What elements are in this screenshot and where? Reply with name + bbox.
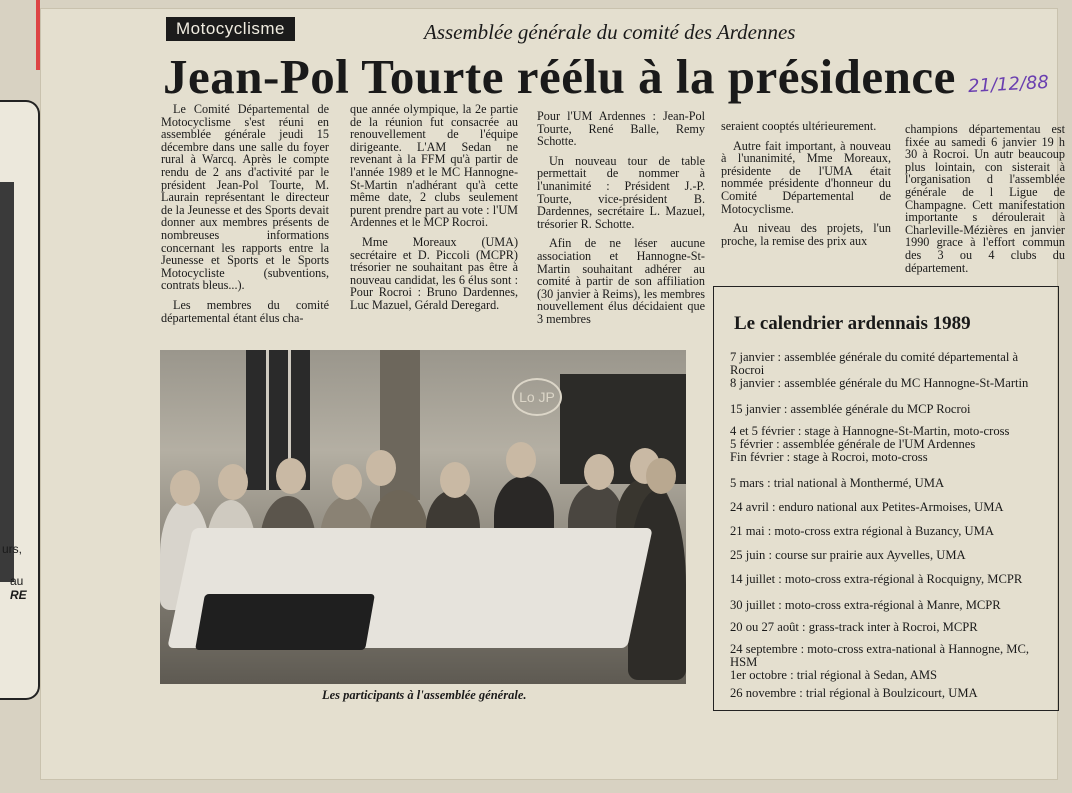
- article-headline: Jean-Pol Tourte réélu à la présidence: [163, 49, 956, 104]
- calendar-event: Fin février : stage à Rocroi, moto-cross: [730, 450, 928, 464]
- paragraph: Le Comité Départemental de Motocyclisme s'est réuni en assemblée générale jeudi 15 décembre dans une salle du foyer rural à Warcq. Après le compte rendu de 2 ans d'activité par le président Jean-Pol Tourte, M. Laurain représentant le directeur de la Jeunesse et des Sports devait donner aux membres présents de nombreuses informations concernant les rapports entre la Jeunesse et Sports et le Sports Motocycliste (subventions, contrats bleus...).: [161, 102, 329, 293]
- paragraph: Pour l'UM Ardennes : Jean-Pol Tourte, René Balle, Remy Schotte.: [537, 109, 705, 149]
- paragraph: seraient cooptés ultérieurement.: [721, 119, 877, 133]
- calendar-event: 15 janvier : assemblée générale du MCP Rocroi: [730, 402, 971, 416]
- section-kicker: Motocyclisme: [166, 17, 295, 41]
- paragraph: Mme Moreaux (UMA) secrétaire et D. Piccoli (MCPR) trésorier ne souhaitant pas être à nouveau candidat, les 6 élus sont : Pour Rocroi : Bruno Dardennes, Luc Mazuel, Gérald Deregard.: [350, 234, 518, 312]
- paragraph: Au niveau des projets, l'un proche, la remise des prix aux: [721, 221, 891, 248]
- dark-edge: [0, 182, 14, 582]
- calendar-event: 5 février : assemblée générale de l'UM Ardennes: [730, 437, 976, 451]
- paragraph: Un nouveau tour de table permettait de nommer à l'unanimité : Président J.-P. Tourte, vice-président B. Dardennes, secrétaire L. Mazuel, trésorier R. Schotte.: [537, 153, 705, 231]
- adjacent-clipping-fragment: [0, 100, 40, 700]
- calendar-event: 1er octobre : trial régional à Sedan, AMS: [730, 668, 938, 682]
- handwritten-date: 21/12/88: [967, 71, 1050, 98]
- article-column-1: [161, 103, 329, 331]
- meeting-photo: [160, 350, 686, 684]
- photo-briefcase: [195, 594, 375, 650]
- calendar-title: Le calendrier ardennais 1989: [734, 313, 971, 334]
- calendar-event: 8 janvier : assemblée générale du MC Hannogne-St-Martin: [730, 376, 1029, 390]
- fragment-text: au: [10, 574, 24, 588]
- calendar-event: 5 mars : trial national à Monthermé, UMA: [730, 476, 945, 490]
- calendar-event: 4 et 5 février : stage à Hannogne-St-Martin, moto-cross: [730, 424, 1010, 438]
- photo-wall-logo: Lo JP: [512, 378, 562, 416]
- paragraph: Les membres du comité départemental étant élus cha-: [161, 297, 329, 325]
- calendar-event: 25 juin : course sur prairie aux Ayvelles, UMA: [730, 548, 966, 562]
- paragraph: Afin de ne léser aucune association et Hannogne-St-Martin souhaitant adhérer au comité à partir de son affiliation (30 janvier à Reims), les membres nouvellement élus décidaient que 3 membres: [537, 236, 705, 326]
- calendar-event: 7 janvier : assemblée générale du comité départemental à Rocroi: [730, 350, 1019, 377]
- calendar-event: 14 juillet : moto-cross extra-régional à Rocquigny, MCPR: [730, 572, 1023, 586]
- article-column-5: [905, 123, 1065, 281]
- article-column-2: [350, 103, 518, 319]
- calendar-event: 26 novembre : trial régional à Boulzicourt, UMA: [730, 686, 978, 700]
- calendar-event: 24 septembre : moto-cross extra-national à Hannogne, MC, HSM: [730, 642, 1030, 669]
- calendar-event: 21 mai : moto-cross extra régional à Buzancy, UMA: [730, 524, 994, 538]
- fragment-text: RE: [10, 588, 27, 602]
- paragraph: Autre fait important, à nouveau à l'unanimité, Mme Moreaux, présidente de l'UMA était nommée présidente d'honneur du Comité Départemental de Motocyclisme.: [721, 138, 891, 216]
- article-subhead: Assemblée générale du comité des Ardennes: [424, 20, 796, 44]
- calendar-event: 24 avril : enduro national aux Petites-Armoises, UMA: [730, 500, 1004, 514]
- article-column-3: [537, 110, 705, 333]
- article-column-4: [721, 120, 891, 254]
- calendar-event: 20 ou 27 août : grass-track inter à Rocroi, MCPR: [730, 620, 978, 634]
- fragment-text: urs,: [2, 542, 23, 556]
- calendar-box: [713, 286, 1059, 711]
- calendar-event: 30 juillet : moto-cross extra-régional à Manre, MCPR: [730, 598, 1001, 612]
- paragraph: que année olympique, la 2e partie de la réunion fut consacrée au renouvellement de l'équipe dirigeante. L'AM Sedan ne revenant à la FFM qu'à partir de l'année 1989 et le MC Hannogne-St-Martin n'adhérant qu'à cette même date, 2 clubs seulement purent prendre part au vote : l'UM Ardennes et le MCP Rocroi.: [350, 102, 518, 230]
- photo-caption: Les participants à l'assemblée générale.: [322, 688, 527, 702]
- paragraph: champions départementau est fixée au samedi 6 janvier 19 h 30 à Rocroi. Un autr beaucoup plus lointain, con sisterait à l'organisation d l'assemblée générale de l Ligue de Champagne. Cett manifestation importante s déroulerait à Charleville-Mézières en janvier 1990 grace à l'effort commun des 3 ou 4 clubs du département.: [905, 122, 1065, 275]
